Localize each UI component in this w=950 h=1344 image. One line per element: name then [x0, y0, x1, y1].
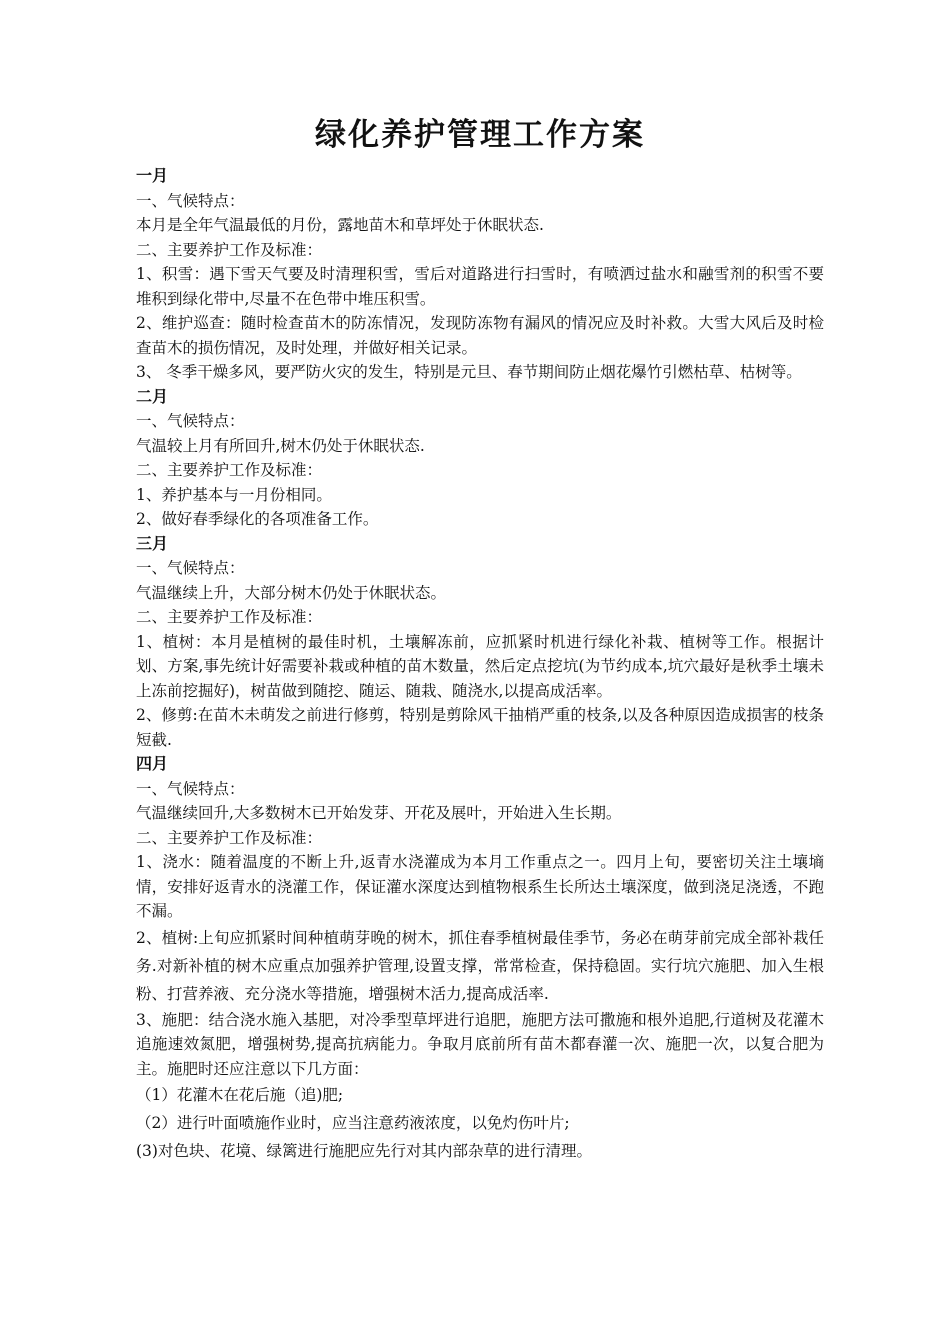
- paragraph: 2、修剪:在苗木未萌发之前进行修剪，特别是剪除风干抽梢严重的枝条,以及各种原因造成损害的枝条短截.: [136, 706, 824, 749]
- section-heading-work: 二、主要养护工作及标准：: [136, 608, 323, 626]
- document-title: 绿化养护管理工作方案: [315, 117, 645, 153]
- list-item: （2）进行叶面喷施作业时，应当注意药液浓度，以免灼伤叶片;: [136, 1114, 570, 1132]
- paragraph: 1、积雪：遇下雪天气要及时清理积雪，雪后对道路进行扫雪时，有喷洒过盐水和融雪剂的积雪不要堆积到绿化带中,尽量不在色带中堆压积雪。: [136, 265, 824, 308]
- month-heading: 一月: [136, 166, 169, 185]
- section-heading-climate: 一、气候特点：: [136, 779, 245, 798]
- month-section-march: [136, 532, 824, 753]
- month-heading: 三月: [136, 533, 169, 553]
- paragraph: 1、养护基本与一月份相同。: [136, 485, 332, 504]
- paragraph: 1、浇水：随着温度的不断上升,返青水浇灌成为本月工作重点之一。四月上旬，要密切关注土壤墒情，安排好返青水的浇灌工作，保证灌水深度达到植物根系生长所达土壤深度，做到浇足浇透，不跑不漏。: [136, 853, 824, 920]
- paragraph: 气温继续上升，大部分树木仍处于休眠状态。: [136, 583, 447, 602]
- section-heading-work: 二、主要养护工作及标准：: [136, 240, 323, 259]
- section-heading-climate: 一、气候特点：: [136, 412, 245, 430]
- paragraph: 气温继续回升,大多数树木已开始发芽、开花及展叶，开始进入生长期。: [136, 804, 622, 822]
- paragraph: 3、施肥：结合浇水施入基肥，对冷季型草坪进行追肥，施肥方法可撒施和根外追肥,行道树及花灌木追施速效氮肥，增强树势,提高抗病能力。争取月底前所有苗木都春灌一次、施肥一次，以复合肥为主。施肥时还应注意以下几方面：: [136, 1010, 824, 1078]
- month-section-february: [136, 385, 824, 532]
- month-section-april: [136, 752, 824, 1165]
- month-section-january: [136, 164, 824, 385]
- list-item: （1）花灌木在花后施（追)肥;: [136, 1086, 344, 1104]
- month-heading: 二月: [136, 386, 169, 406]
- paragraph: 3、 冬季干燥多风，要严防火灾的发生，特别是元旦、春节期间防止烟花爆竹引燃枯草、枯树等。: [136, 363, 802, 381]
- section-heading-climate: 一、气候特点：: [136, 191, 245, 210]
- paragraph: 2、植树:上旬应抓紧时间种植萌芽晚的树木，抓住春季植树最佳季节，务必在萌芽前完成全部补栽任务.对新补植的树木应重点加强养护管理,设置支撑，常常检查，保持稳固。实行坑穴施肥、加入生根粉、打营养液、充分浇水等措施，增强树木活力,提高成活率.: [136, 928, 824, 1003]
- section-heading-work: 二、主要养护工作及标准：: [136, 461, 323, 479]
- section-heading-work: 二、主要养护工作及标准：: [136, 828, 323, 847]
- month-heading: 四月: [136, 754, 169, 773]
- paragraph: 2、做好春季绿化的各项准备工作。: [136, 510, 379, 528]
- paragraph: 本月是全年气温最低的月份，露地苗木和草坪处于休眠状态.: [136, 216, 544, 234]
- paragraph: 气温较上月有所回升,树木仍处于休眠状态.: [136, 436, 425, 455]
- section-heading-climate: 一、气候特点：: [136, 559, 245, 577]
- document-page: [136, 112, 824, 1165]
- paragraph: 1、植树：本月是植树的最佳时机，土壤解冻前，应抓紧时机进行绿化补栽、植树等工作。根据计划、方案,事先统计好需要补栽或种植的苗木数量，然后定点挖坑(为节约成本,坑穴最好是秋季土壤未上冻前挖掘好)，树苗做到随挖、随运、随栽、随浇水,以提高成活率。: [136, 632, 824, 700]
- list-item: (3)对色块、花境、绿篱进行施肥应先行对其内部杂草的进行清理。: [136, 1142, 592, 1160]
- paragraph: 2、维护巡查：随时检查苗木的防冻情况，发现防冻物有漏风的情况应及时补救。大雪大风后及时检查苗木的损伤情况，及时处理，并做好相关记录。: [136, 314, 824, 357]
